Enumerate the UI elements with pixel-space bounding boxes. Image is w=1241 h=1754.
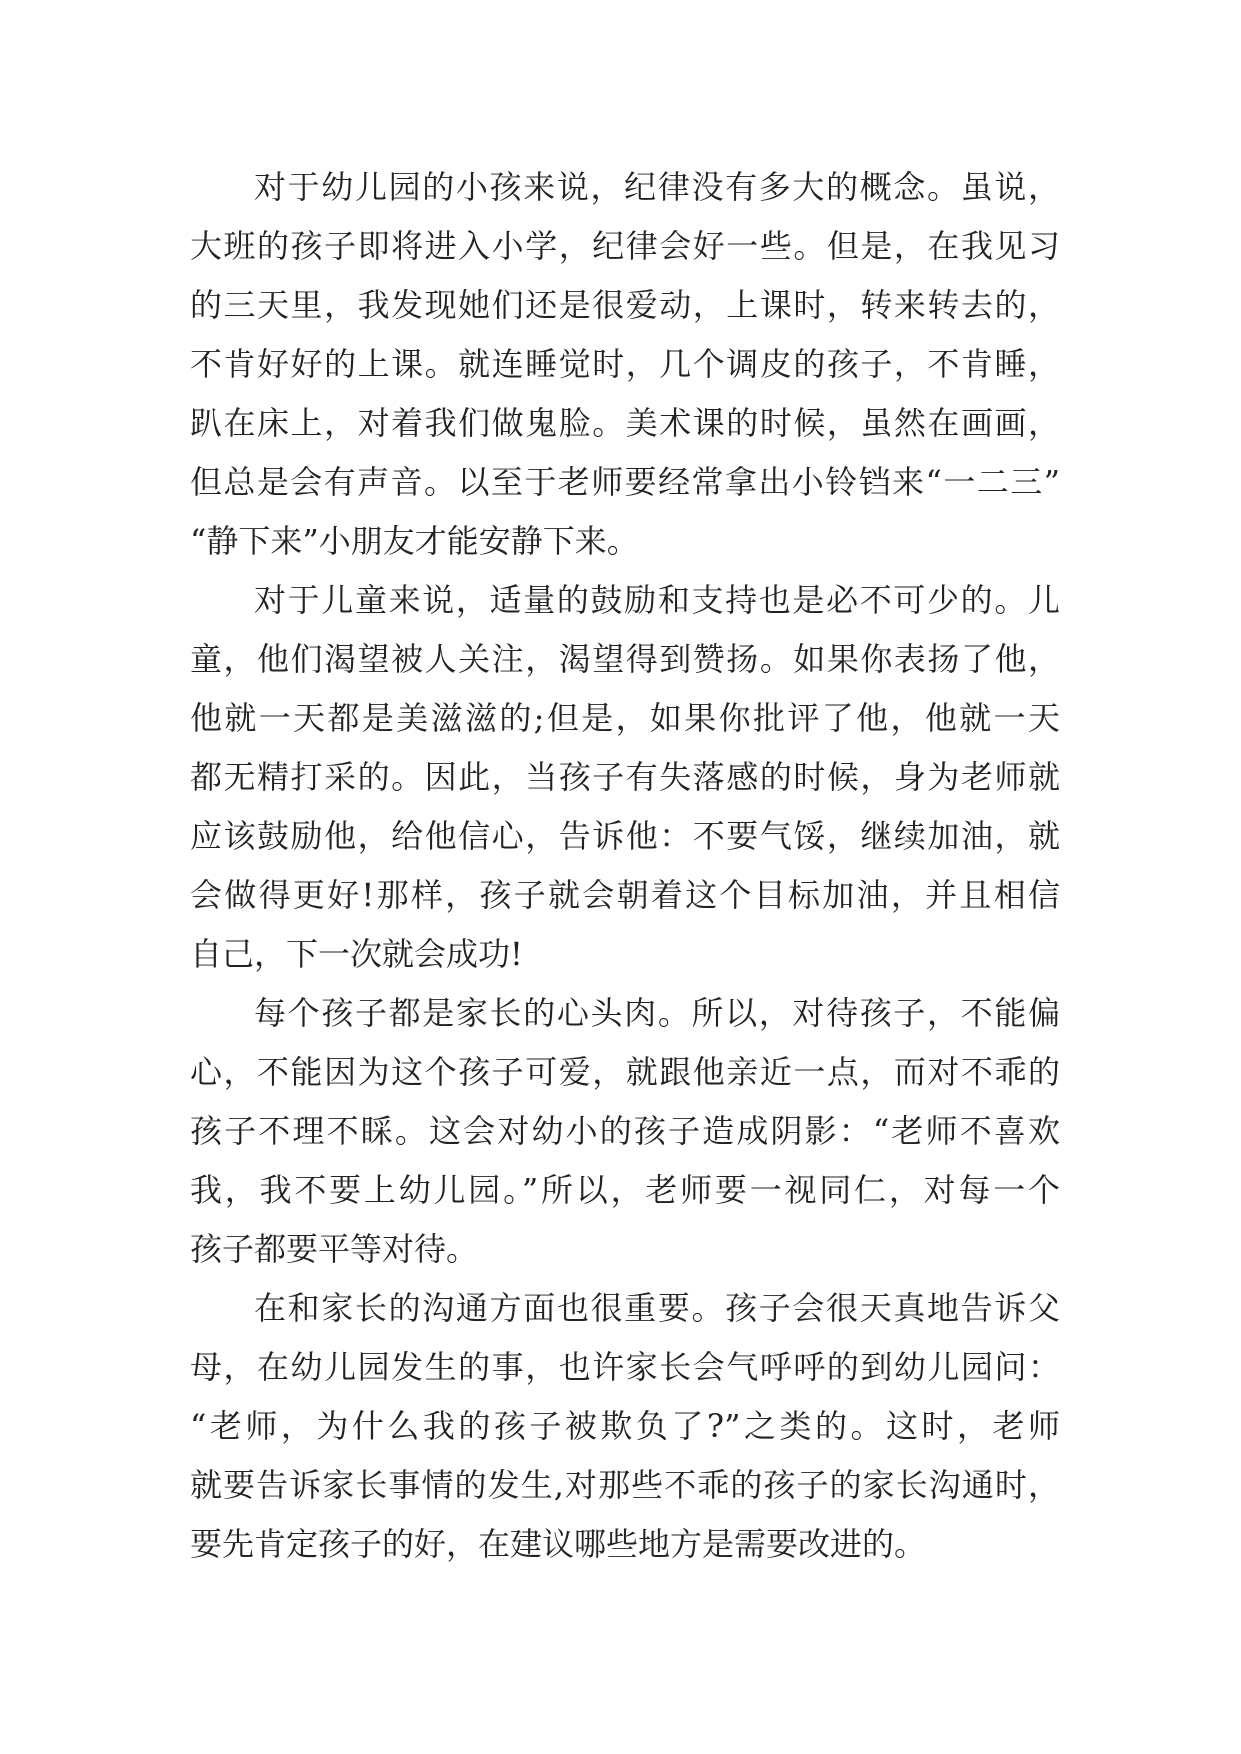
text-line: 孩子不理不睬。这会对幼小的孩子造成阴影：“老师不喜欢 — [190, 1112, 1060, 1150]
text-line: 的三天里，我发现她们还是很爱动，上课时，转来转去的， — [190, 286, 1060, 324]
text-line: 我，我不要上幼儿园。”所以，老师要一视同仁，对每一个 — [190, 1171, 1060, 1209]
text-line: 但总是会有声音。以至于老师要经常拿出小铃铛来“一二三” — [190, 463, 1060, 501]
paragraph-fairness — [190, 984, 1060, 1279]
text-line: 趴在床上，对着我们做鬼脸。美术课的时候，虽然在画画， — [190, 404, 1060, 442]
document-body — [190, 158, 1060, 1574]
text-line: 就要告诉家长事情的发生,对那些不乖的孩子的家长沟通时， — [190, 1466, 1060, 1504]
text-line: 应该鼓励他，给他信心，告诉他：不要气馁，继续加油，就 — [190, 817, 1060, 855]
paragraph-discipline — [190, 158, 1060, 571]
text-line: “静下来”小朋友才能安静下来。 — [190, 522, 639, 560]
text-line: 都无精打采的。因此，当孩子有失落感的时候，身为老师就 — [190, 758, 1060, 796]
text-line: 童，他们渴望被人关注，渴望得到赞扬。如果你表扬了他， — [190, 640, 1060, 678]
text-line: 会做得更好!那样，孩子就会朝着这个目标加油，并且相信 — [190, 876, 1060, 914]
text-line: 在和家长的沟通方面也很重要。孩子会很天真地告诉父 — [254, 1289, 1060, 1327]
text-line: “老师，为什么我的孩子被欺负了?”之类的。这时，老师 — [190, 1407, 1060, 1445]
text-line: 大班的孩子即将进入小学，纪律会好一些。但是，在我见习 — [190, 227, 1060, 265]
text-line: 孩子都要平等对待。 — [190, 1230, 479, 1268]
paragraph-encouragement — [190, 571, 1060, 984]
text-line: 要先肯定孩子的好，在建议哪些地方是需要改进的。 — [190, 1525, 927, 1563]
text-line: 对于幼儿园的小孩来说，纪律没有多大的概念。虽说， — [254, 168, 1060, 206]
text-line: 他就一天都是美滋滋的;但是，如果你批评了他，他就一天 — [190, 699, 1060, 737]
text-line: 自己，下一次就会成功! — [190, 935, 523, 973]
text-line: 母，在幼儿园发生的事，也许家长会气呼呼的到幼儿园问： — [190, 1348, 1060, 1386]
text-line: 心，不能因为这个孩子可爱，就跟他亲近一点，而对不乖的 — [190, 1053, 1060, 1091]
paragraph-parent-communication — [190, 1279, 1060, 1574]
text-line: 不肯好好的上课。就连睡觉时，几个调皮的孩子，不肯睡， — [190, 345, 1060, 383]
text-line: 对于儿童来说，适量的鼓励和支持也是必不可少的。儿 — [254, 581, 1060, 619]
text-line: 每个孩子都是家长的心头肉。所以，对待孩子，不能偏 — [254, 994, 1060, 1032]
